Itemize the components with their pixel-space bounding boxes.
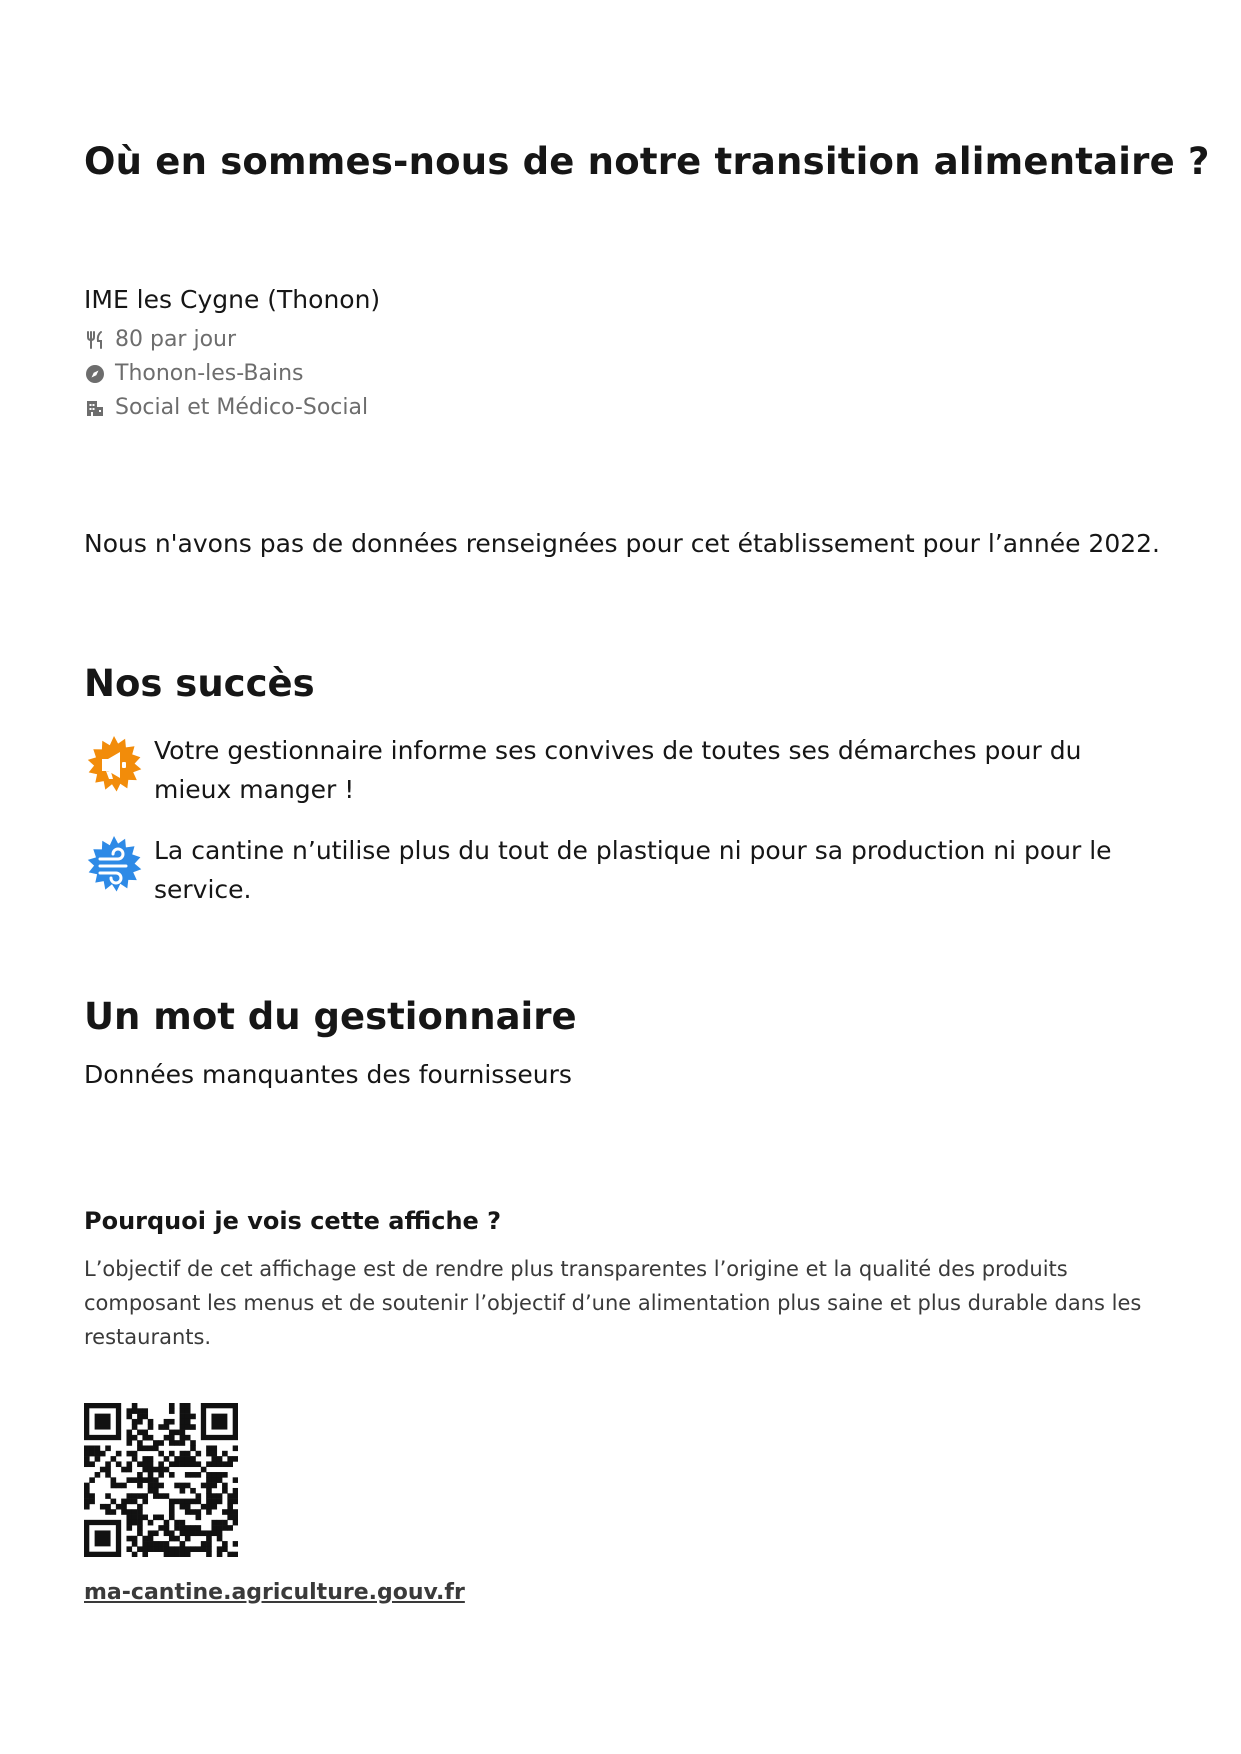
site-link[interactable]: ma-cantine.agriculture.gouv.fr [84,1580,465,1605]
why-text: L’objectif de cet affichage est de rendre plus transparentes l’origine et la qualité des produits composant les menus et de soutenir l’objectif d’une alimentation plus saine et plus durable dans les restaurants. [84,1257,1142,1349]
compass-icon [84,363,106,385]
success-text: Votre gestionnaire informe ses convives de toutes ses démarches pour du mieux manger ! [154,736,1082,804]
no-data-message: Nous n'avons pas de données renseignées pour cet établissement pour l’année 2022. [84,529,1161,558]
successes-heading: Nos succès [84,662,315,705]
canteen-meals [84,327,236,352]
canteen-city-text: Thonon-les-Bains [115,361,304,386]
why-heading: Pourquoi je vois cette affiche ? [84,1207,502,1235]
page-title: Où en sommes-nous de notre transition alimentaire ? [84,140,1210,183]
qr-code-icon [84,1403,238,1557]
canteen-meals-text: 80 par jour [115,327,237,352]
canteen-sector [84,395,368,420]
success-item [84,831,1164,909]
success-item [84,731,1164,809]
wind-badge-icon [84,835,144,895]
success-text: La cantine n’utilise plus du tout de plastique ni pour sa production ni pour le service. [154,836,1112,904]
building-icon [84,397,106,419]
fork-knife-icon [84,329,106,351]
megaphone-badge-icon [84,735,144,795]
canteen-name: IME les Cygne (Thonon) [84,285,381,314]
manager-word-heading: Un mot du gestionnaire [84,995,577,1038]
canteen-sector-text: Social et Médico-Social [115,395,369,420]
canteen-city [84,361,303,386]
manager-word-text: Données manquantes des fournisseurs [84,1060,572,1089]
